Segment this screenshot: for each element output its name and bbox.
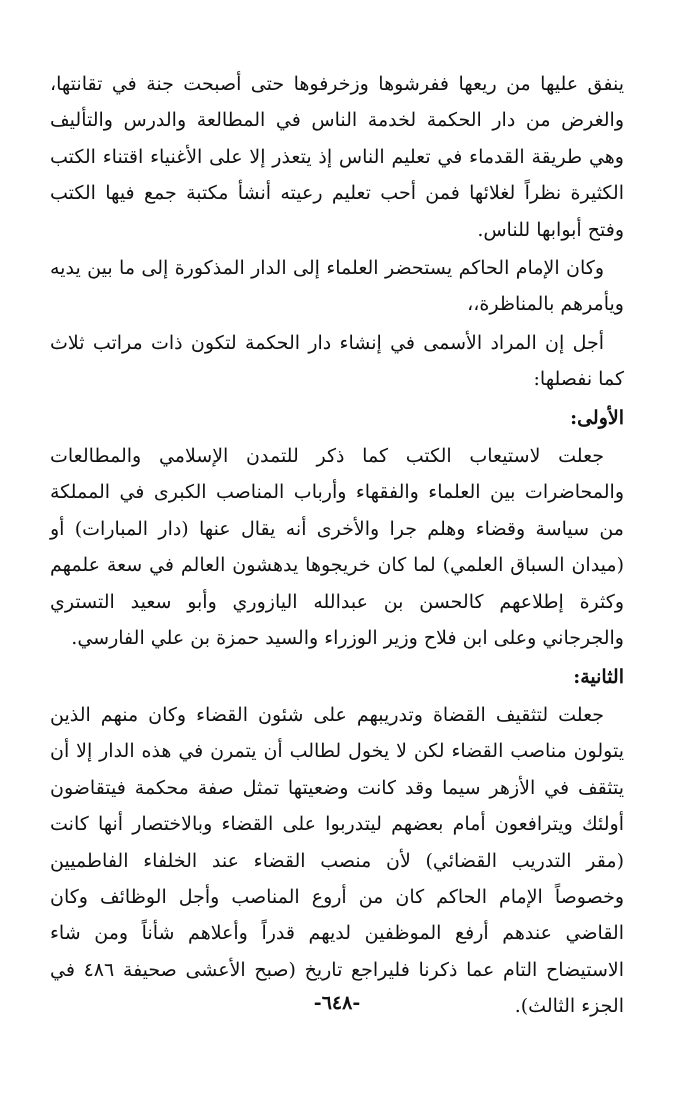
paragraph-2: وكان الإمام الحاكم يستحضر العلماء إلى الدار المذكورة إلى ما بين يديه ويأمرهم بالمناظرة،، — [50, 257, 624, 316]
paragraph-4: جعلت لاستيعاب الكتب كما ذكر للتمدن الإسلامي والمطالعات والمحاضرات بين العلماء والفقهاء وأرباب المناصب الكبرى في المملكة من سياسة وقضاء وهلم جرا والأخرى أنه يقال عنها (دار المبارات) أو (ميدان السباق العلمي) لما كان خريجوها يدهشون العالم في سعة علمهم وكثرة إطلاعهم كالحسن بن عبدالله اليازوري وأبو سعيد التستري والجرجاني وعلى ابن فلاح وزير الوزراء والسيد حمزة بن علي الفارسي. — [50, 445, 624, 650]
page-number: -٦٤٨- — [313, 992, 361, 1014]
paragraph-1: ينفق عليها من ريعها ففرشوها وزخرفوها حتى أصبحت جنة في تقانتها، والغرض من دار الحكمة لخدمة الناس في المطالعة والدرس والتأليف وهي طريقة القدماء في تعليم الناس إذ يتعذر إلا على الأغنياء اقتناء الكتب الكثيرة نظراً لغلائها فمن أحب تعليم رعيته أنشأ مكتبة جمع فيها الكتب وفتح أبوابها للناس. — [50, 73, 624, 241]
paragraph-5: جعلت لتثقيف القضاة وتدريبهم على شئون القضاء وكان منهم الذين يتولون مناصب القضاء لكن لا يخول لطالب أن يتمرن في هذه الدار إلا أن يتثقف في الأزهر سيما وقد كانت وضعيتها تمثل صفة محكمة فيتقاضون أولئك ويترافعون أمام بعضهم ليتدربوا على القضاء وبالاختصار أنها كانت (مقر التدريب القضائي) لأن منصب القضاء عند الخلفاء الفاطميين وخصوصاً الإمام الحاكم كان من أروع المناصب وأجل الوظائف وكان القاضي عندهم أرفع الموظفين لديهم قدراً وأعلاهم شأناً ومن شاء الاستيضاح التام عما ذكرنا فليراجع تاريخ (صبح الأعشى صحيفة ٤٨٦ في الجزء الثالث). — [50, 703, 624, 1018]
page-body — [50, 66, 624, 1027]
section-heading-first: الأولى: — [570, 406, 624, 429]
section-heading-second: الثانية: — [573, 665, 624, 688]
paragraph-3: أجل إن المراد الأسمى في إنشاء دار الحكمة لتكون ذات مراتب ثلاث كما نفصلها: — [50, 331, 624, 391]
